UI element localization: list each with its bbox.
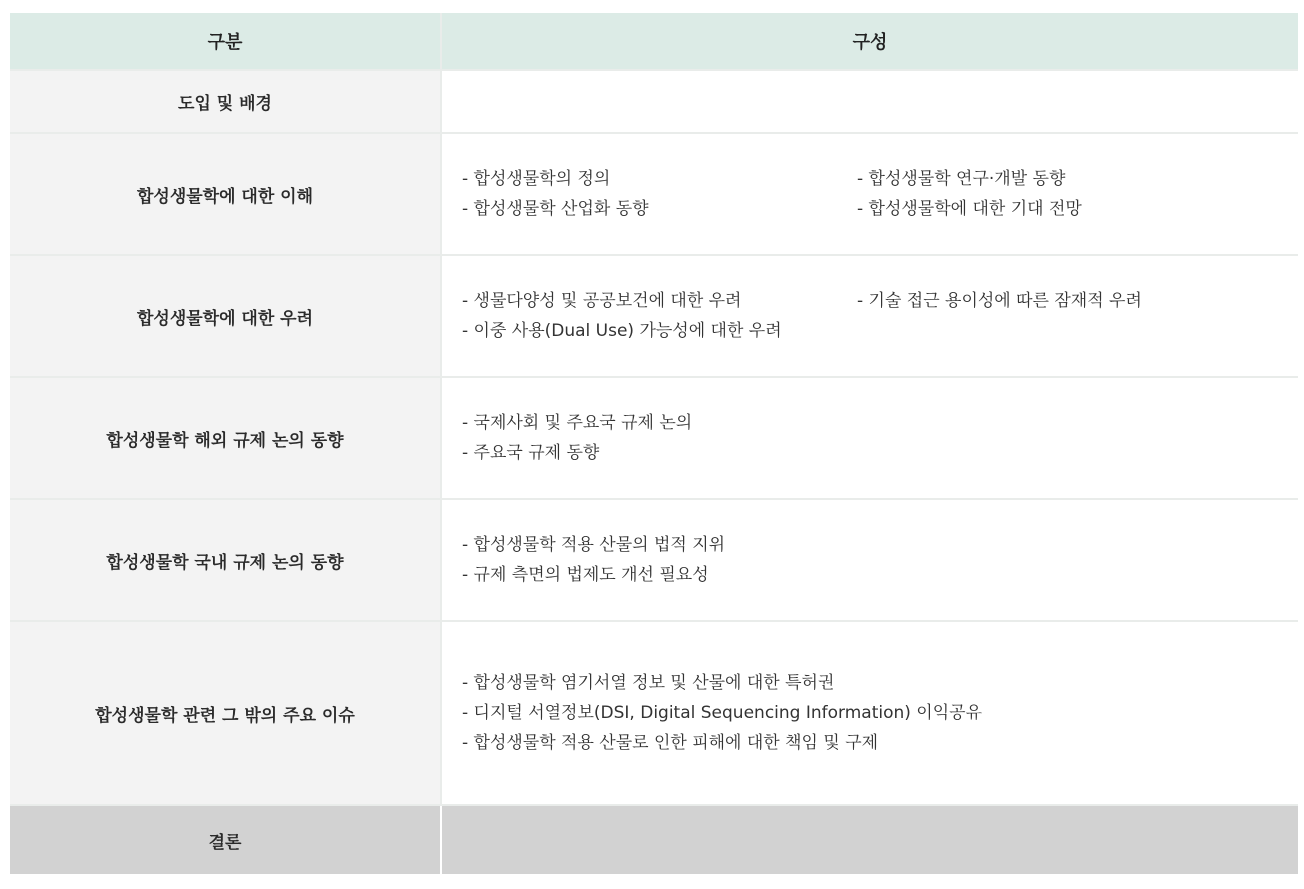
header-category: 구분: [10, 13, 441, 70]
table-row-introduction: [10, 70, 1298, 133]
content-line: [462, 164, 1298, 194]
row-category-understanding: 합성생물학에 대한 이해: [10, 133, 441, 255]
content-item: - 생물다양성 및 공공보건에 대한 우려: [462, 291, 742, 311]
row-content-concerns: [441, 255, 1298, 377]
row-content-conclusion: [441, 805, 1298, 874]
content-line: [462, 530, 1298, 560]
content-item: - 합성생물학에 대한 기대 전망: [857, 199, 1082, 219]
content-line: [462, 728, 1298, 758]
content-line: [462, 316, 1298, 346]
row-content-domestic-regulation: [441, 499, 1298, 621]
report-structure-table-container: [10, 13, 1298, 873]
content-item: - 합성생물학 연구·개발 동향: [857, 169, 1066, 189]
table-row-understanding: [10, 133, 1298, 255]
content-item: - 이중 사용(Dual Use) 가능성에 대한 우려: [462, 321, 782, 341]
report-structure-table: [10, 13, 1298, 874]
table-header-row: [10, 13, 1298, 70]
row-category-introduction: 도입 및 배경: [10, 70, 441, 133]
row-category-concerns: 합성생물학에 대한 우려: [10, 255, 441, 377]
content-item: - 규제 측면의 법제도 개선 필요성: [462, 565, 709, 585]
content-line: [462, 560, 1298, 590]
table-row-other-issues: [10, 621, 1298, 805]
content-item: - 기술 접근 용이성에 따른 잠재적 우려: [857, 291, 1142, 311]
row-content-understanding: [441, 133, 1298, 255]
content-item: - 국제사회 및 주요국 규제 논의: [462, 413, 693, 433]
row-category-domestic-regulation: 합성생물학 국내 규제 논의 동향: [10, 499, 441, 621]
row-category-other-issues: 합성생물학 관련 그 밖의 주요 이슈: [10, 621, 441, 805]
table-row-concerns: [10, 255, 1298, 377]
content-item: - 합성생물학 적용 산물로 인한 피해에 대한 책임 및 구제: [462, 733, 879, 753]
table-row-overseas-regulation: [10, 377, 1298, 499]
content-item: - 합성생물학의 정의: [462, 169, 611, 189]
content-line: [462, 408, 1298, 438]
row-content-other-issues: [441, 621, 1298, 805]
content-item: - 주요국 규제 동향: [462, 443, 600, 463]
content-item: - 합성생물학 적용 산물의 법적 지위: [462, 535, 726, 555]
row-category-conclusion: 결론: [10, 805, 441, 874]
content-item: - 디지털 서열정보(DSI, Digital Sequencing Information) 이익공유: [462, 703, 982, 723]
content-line: [462, 698, 1298, 728]
content-item: - 합성생물학 염기서열 정보 및 산물에 대한 특허권: [462, 673, 835, 693]
row-category-overseas-regulation: 합성생물학 해외 규제 논의 동향: [10, 377, 441, 499]
row-content-overseas-regulation: [441, 377, 1298, 499]
row-content-introduction: [441, 70, 1298, 133]
header-composition: 구성: [441, 13, 1298, 70]
content-line: [462, 286, 1298, 316]
content-line: [462, 194, 1298, 224]
content-line: [462, 668, 1298, 698]
table-row-conclusion: [10, 805, 1298, 874]
content-item: - 합성생물학 산업화 동향: [462, 199, 649, 219]
table-row-domestic-regulation: [10, 499, 1298, 621]
content-line: [462, 438, 1298, 468]
